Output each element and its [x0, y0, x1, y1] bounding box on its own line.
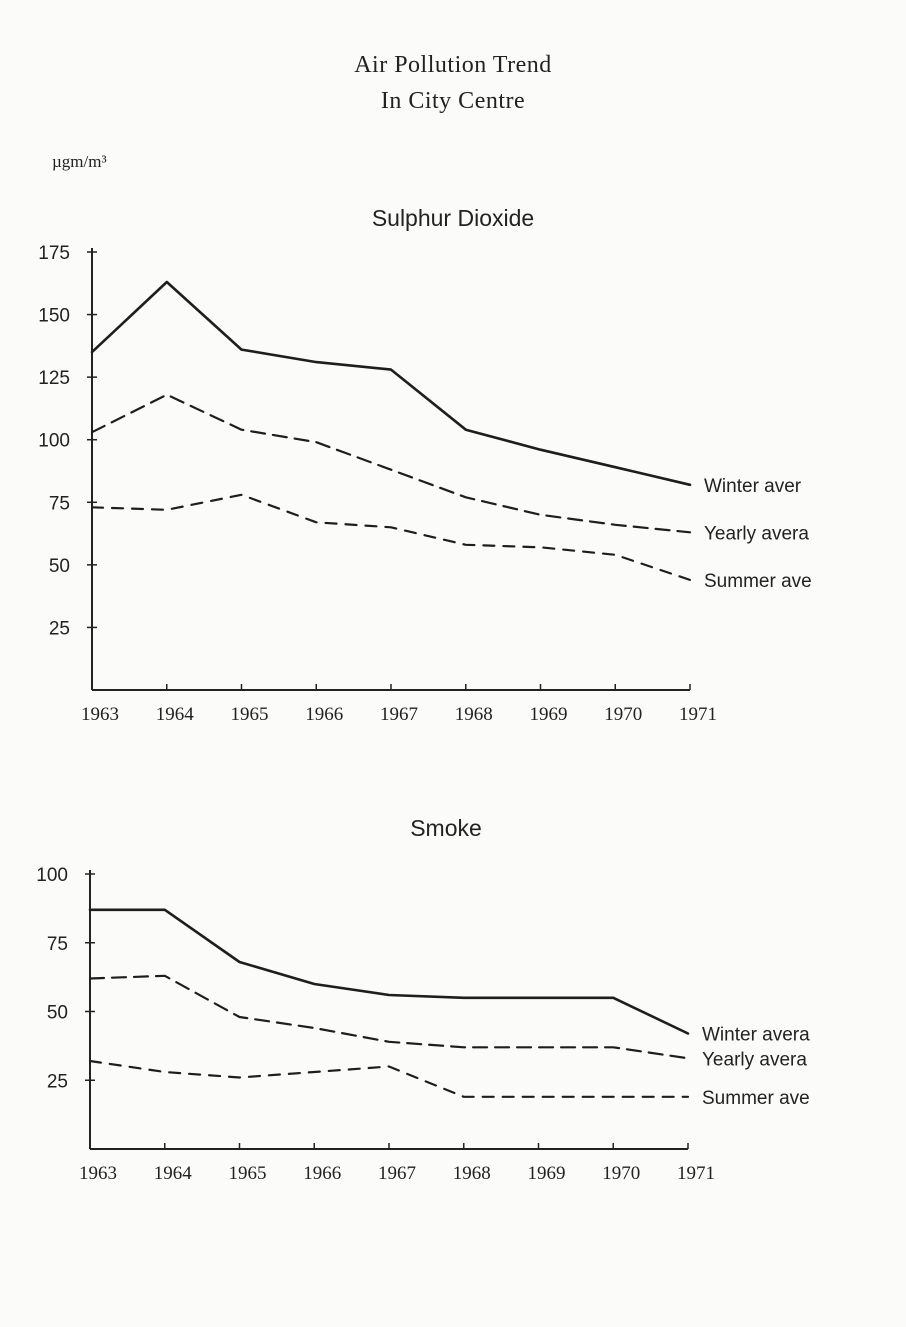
- so2-y-tick-label-125: 125: [38, 368, 70, 390]
- smoke-x-tick-label-1964: 1964: [153, 1163, 192, 1184]
- smoke-x-tick-label-1968: 1968: [452, 1163, 491, 1184]
- so2-y-tick-label-100: 100: [38, 430, 70, 452]
- so2-series-line-summer-ave: [92, 495, 690, 580]
- y-axis-unit: µgm/m³: [52, 152, 107, 171]
- so2-y-tick-label-75: 75: [48, 493, 70, 515]
- smoke-series-label-yearly-avera: Yearly avera: [702, 1049, 807, 1071]
- so2-x-tick-label-1965: 1965: [230, 704, 269, 725]
- smoke-series-label-summer-ave: Summer ave: [702, 1087, 810, 1109]
- smoke-y-tick-label-100: 100: [36, 865, 68, 886]
- smoke-x-tick-label-1965: 1965: [228, 1163, 267, 1184]
- so2-series-label-yearly-avera: Yearly avera: [704, 523, 809, 545]
- page-title-line-1: Air Pollution Trend: [354, 52, 552, 78]
- page-title-line-2: In City Centre: [380, 88, 526, 114]
- so2-x-tick-label-1971: 1971: [679, 704, 717, 725]
- so2-y-tick-label-50: 50: [48, 555, 70, 577]
- so2-x-tick-label-1970: 1970: [604, 704, 643, 725]
- so2-y-tick-label-25: 25: [48, 618, 70, 640]
- so2-series-line-winter-aver: [92, 282, 690, 485]
- smoke-series-line-summer-ave: [90, 1061, 688, 1097]
- so2-series-label-winter-aver: Winter aver: [704, 475, 802, 497]
- smoke-x-tick-label-1970: 1970: [602, 1163, 641, 1184]
- smoke-chart-title: Smoke: [410, 815, 482, 841]
- smoke-x-tick-label-1963: 1963: [79, 1163, 117, 1184]
- smoke-series-line-yearly-avera: [90, 976, 688, 1059]
- smoke-y-tick-label-75: 75: [46, 933, 68, 955]
- so2-x-tick-label-1963: 1963: [81, 704, 119, 725]
- sulphur-dioxide-chart: [0, 190, 812, 790]
- so2-chart-title: Sulphur Dioxide: [371, 205, 535, 231]
- so2-x-tick-label-1964: 1964: [155, 704, 194, 725]
- so2-x-tick-label-1969: 1969: [529, 704, 568, 725]
- smoke-x-tick-label-1967: 1967: [378, 1163, 416, 1184]
- so2-y-tick-label-150: 150: [38, 305, 70, 327]
- so2-x-tick-label-1968: 1968: [454, 704, 493, 725]
- smoke-x-tick-label-1971: 1971: [677, 1163, 715, 1184]
- smoke-x-tick-label-1966: 1966: [303, 1163, 342, 1184]
- smoke-chart: [0, 790, 810, 1290]
- smoke-y-tick-label-25: 25: [46, 1071, 68, 1093]
- so2-x-tick-label-1966: 1966: [305, 704, 344, 725]
- so2-series-label-summer-ave: Summer ave: [704, 570, 812, 592]
- smoke-series-label-winter-avera: Winter avera: [702, 1024, 810, 1046]
- smoke-x-tick-label-1969: 1969: [527, 1163, 566, 1184]
- smoke-y-tick-label-50: 50: [46, 1002, 68, 1024]
- so2-y-tick-label-175: 175: [38, 243, 70, 264]
- smoke-series-line-winter-avera: [90, 910, 688, 1034]
- so2-x-tick-label-1967: 1967: [380, 704, 418, 725]
